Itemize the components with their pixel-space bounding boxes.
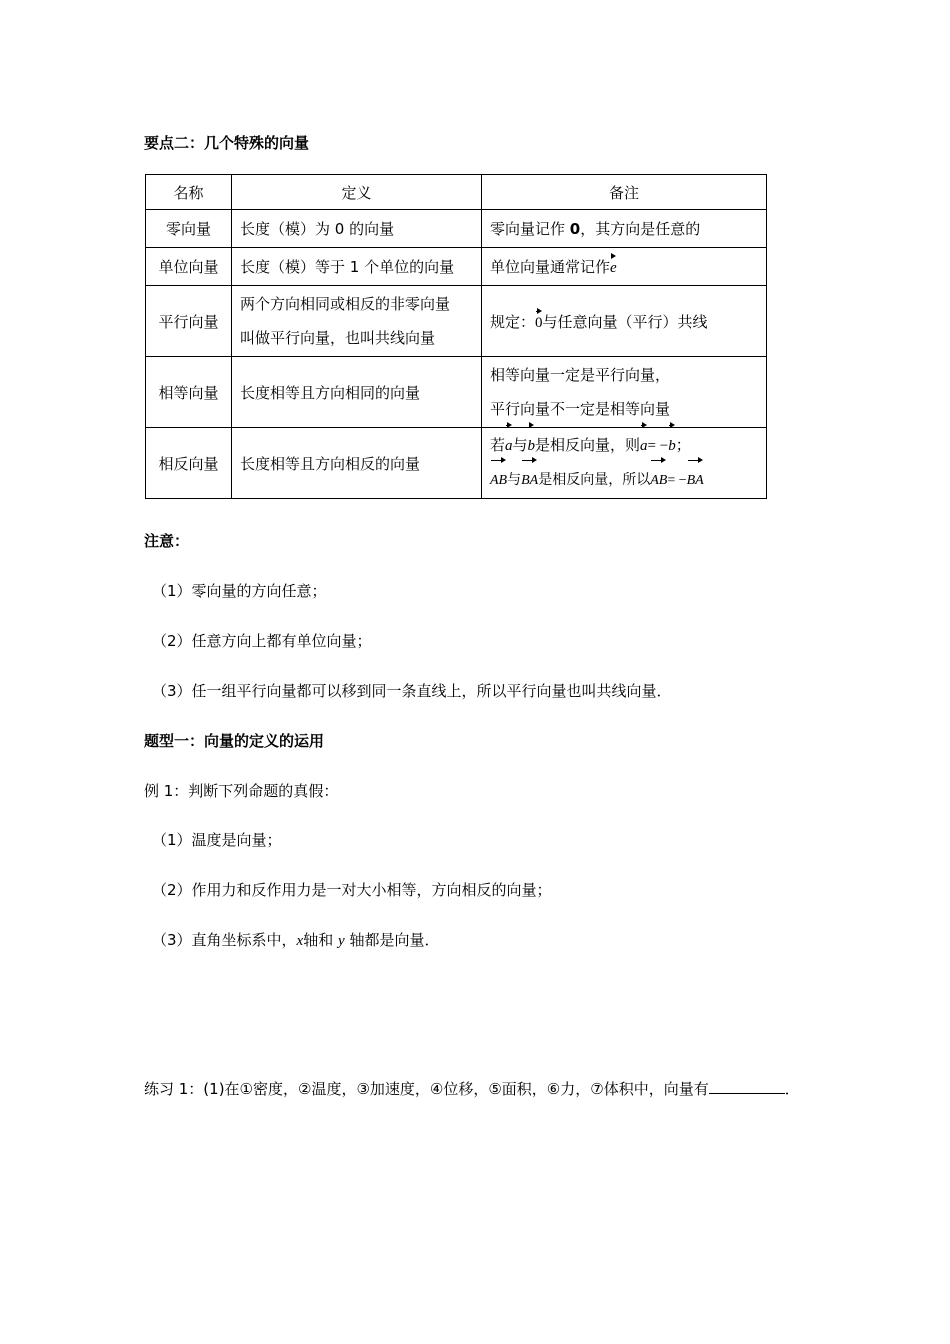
row-definition: 长度相等且方向相同的向量 bbox=[232, 357, 482, 428]
row-name: 相反向量 bbox=[146, 428, 232, 499]
header-name: 名称 bbox=[146, 175, 232, 210]
row-note bbox=[482, 286, 767, 357]
header-definition: 定义 bbox=[232, 175, 482, 210]
row-note bbox=[482, 357, 767, 428]
vector-AB: AB bbox=[650, 464, 667, 498]
example-item: （2）作用力和反作用力是一对大小相等，方向相反的向量； bbox=[152, 881, 552, 899]
section-heading: 要点二：几个特殊的向量 bbox=[144, 134, 310, 152]
answer-blank[interactable] bbox=[709, 1079, 785, 1094]
row-note bbox=[482, 210, 767, 248]
table-row bbox=[146, 286, 767, 357]
note-line: 平行向量不一定是相等向量 bbox=[490, 400, 671, 418]
special-vectors-table bbox=[145, 174, 767, 499]
vector-BA: BA bbox=[521, 464, 538, 498]
note-text: 零向量记作 bbox=[490, 220, 570, 238]
vector-BA: BA bbox=[687, 464, 704, 498]
definition-line: 两个方向相同或相反的非零向量 bbox=[240, 295, 451, 313]
note-line: 相等向量一定是平行向量， bbox=[490, 366, 671, 384]
vector-a: a bbox=[505, 429, 513, 463]
note-text: 规定： bbox=[490, 312, 536, 331]
table-row bbox=[146, 210, 767, 248]
vector-arrow-icon bbox=[505, 421, 513, 429]
vector-arrow-icon bbox=[535, 307, 543, 315]
row-definition bbox=[232, 286, 482, 357]
notice-item: （1）零向量的方向任意； bbox=[152, 582, 327, 600]
vector-arrow-icon bbox=[521, 456, 538, 464]
example-item: （3）直角坐标系中，x轴和 y 轴都是向量． bbox=[152, 931, 440, 949]
header-note: 备注 bbox=[482, 175, 767, 210]
vector-arrow-icon bbox=[668, 421, 676, 429]
notice-heading: 注意： bbox=[144, 532, 190, 550]
vector-zero: 0 bbox=[535, 315, 543, 332]
variable-y: y bbox=[338, 933, 345, 949]
vector-arrow-icon bbox=[687, 456, 704, 464]
type-heading: 题型一：向量的定义的运用 bbox=[144, 732, 325, 750]
table-header-row bbox=[146, 175, 767, 210]
row-definition: 长度相等且方向相反的向量 bbox=[232, 428, 482, 499]
vector-b: b bbox=[668, 429, 676, 463]
table-row bbox=[146, 248, 767, 286]
vector-arrow-icon bbox=[640, 421, 648, 429]
note-text: ，其方向是任意的 bbox=[580, 220, 701, 238]
notice-item: （2）任意方向上都有单位向量； bbox=[152, 632, 372, 650]
definition-line: 叫做平行向量，也叫共线向量 bbox=[240, 329, 436, 347]
practice-question: 练习 1：(1)在①密度，②温度，③加速度，④位移，⑤面积，⑥力，⑦体积中，向量有 ． bbox=[144, 1080, 800, 1098]
row-name: 平行向量 bbox=[146, 286, 232, 357]
note-text: 单位向量通常记作 bbox=[490, 258, 611, 276]
vector-arrow-icon bbox=[490, 456, 507, 464]
example-item: （1）温度是向量； bbox=[152, 831, 282, 849]
vector-e: e bbox=[610, 260, 617, 277]
vector-b: b bbox=[528, 429, 536, 463]
row-note bbox=[482, 248, 767, 286]
note-line: AB与 BA是相反向量，所以 AB= − BA bbox=[490, 463, 758, 498]
row-name: 相等向量 bbox=[146, 357, 232, 428]
note-text: 与任意向量（平行）共线 bbox=[542, 312, 708, 331]
note-line: 若 a与 b是相反向量，则 a= − b； bbox=[490, 428, 758, 463]
row-name: 零向量 bbox=[146, 210, 232, 248]
zero-vector-symbol: 0 bbox=[569, 220, 581, 238]
vector-arrow-icon bbox=[528, 421, 536, 429]
notice-item: （3）任一组平行向量都可以移到同一条直线上，所以平行向量也叫共线向量． bbox=[152, 682, 672, 700]
vector-AB: AB bbox=[490, 464, 507, 498]
table-row bbox=[146, 428, 767, 499]
example-label: 例 1：判断下列命题的真假： bbox=[144, 782, 339, 800]
vector-a: a bbox=[640, 429, 648, 463]
vector-arrow-icon bbox=[650, 456, 667, 464]
row-definition: 长度（模）为 0 的向量 bbox=[232, 210, 482, 248]
row-definition: 长度（模）等于 1 个单位的向量 bbox=[232, 248, 482, 286]
row-note bbox=[482, 428, 767, 499]
table-row bbox=[146, 357, 767, 428]
variable-x: x bbox=[296, 933, 304, 949]
row-name: 单位向量 bbox=[146, 248, 232, 286]
vector-arrow-icon bbox=[610, 252, 617, 260]
